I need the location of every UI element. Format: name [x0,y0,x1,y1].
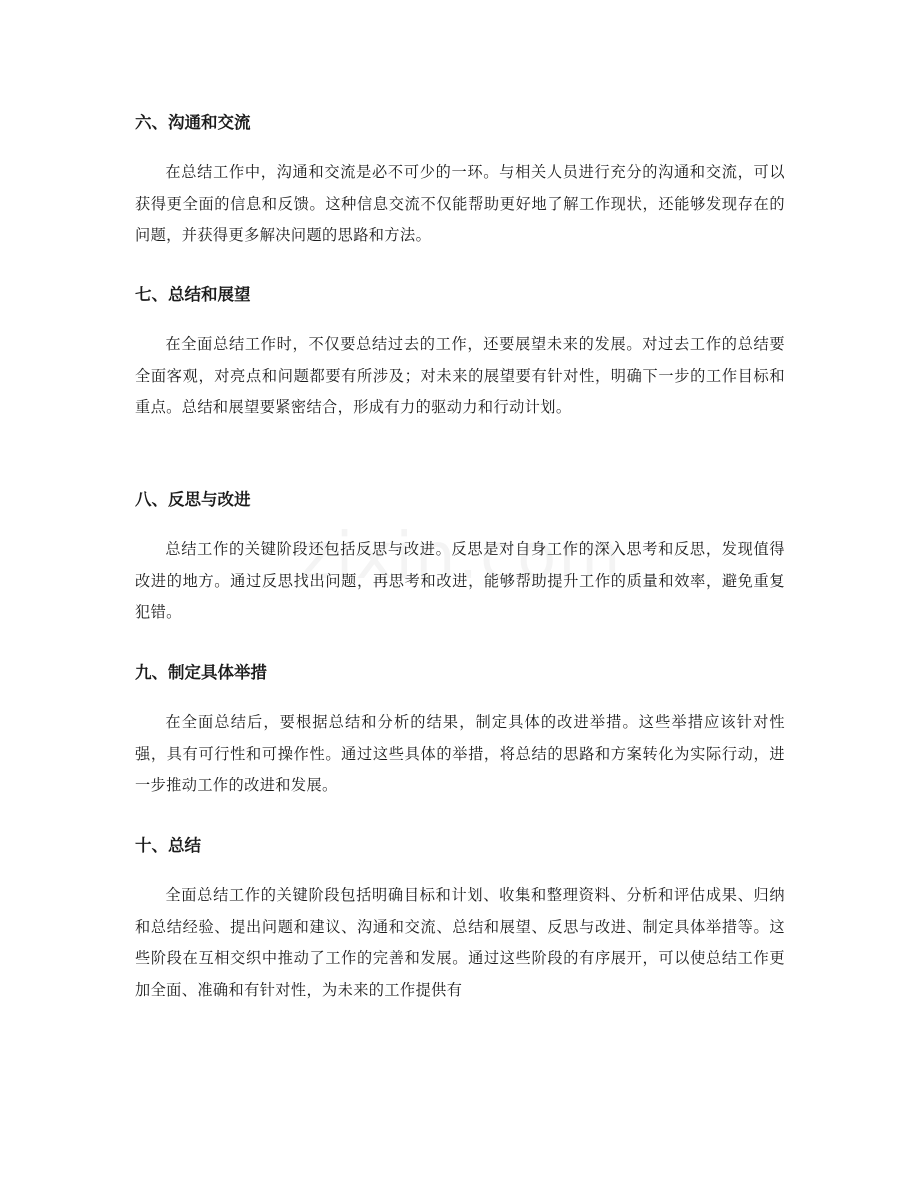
section-body: 在总结工作中，沟通和交流是必不可少的一环。与相关人员进行充分的沟通和交流，可以获得更全面的信息和反馈。这种信息交流不仅能帮助更好地了解工作现状，还能够发现存在的问题，并获得更多解决问题的思路和方法。 [135,163,785,244]
section-body: 总结工作的关键阶段还包括反思与改进。反思是对自身工作的深入思考和反思，发现值得改进的地方。通过反思找出问题，再思考和改进，能够帮助提升工作的质量和效率，避免重复犯错。 [135,540,785,621]
section-7 [135,283,785,424]
section-body: 在全面总结后，要根据总结和分析的结果，制定具体的改进举措。这些举措应该针对性强，具有可行性和可操作性。通过这些具体的举措，将总结的思路和方案转化为实际行动，进一步推动工作的改进和发展。 [135,713,785,794]
section-9 [135,661,785,802]
section-8 [135,488,785,629]
section-heading: 九、制定具体举措 [135,663,267,682]
section-heading: 六、沟通和交流 [135,113,251,132]
section-heading: 七、总结和展望 [135,285,251,304]
section-body: 在全面总结工作时，不仅要总结过去的工作，还要展望未来的发展。对过去工作的总结要全面客观，对亮点和问题都要有所涉及；对未来的展望要有针对性，明确下一步的工作目标和重点。总结和展望要紧密结合，形成有力的驱动力和行动计划。 [135,335,785,416]
section-heading: 八、反思与改进 [135,490,251,509]
section-6 [135,111,785,252]
section-10 [135,834,785,1006]
section-heading: 十、总结 [135,836,201,855]
section-body: 全面总结工作的关键阶段包括明确目标和计划、收集和整理资料、分析和评估成果、归纳和总结经验、提出问题和建议、沟通和交流、总结和展望、反思与改进、制定具体举措等。这些阶段在互相交织中推动了工作的完善和发展。通过这些阶段的有序展开，可以使总结工作更加全面、准确和有针对性，为未来的工作提供有 [135,886,785,999]
